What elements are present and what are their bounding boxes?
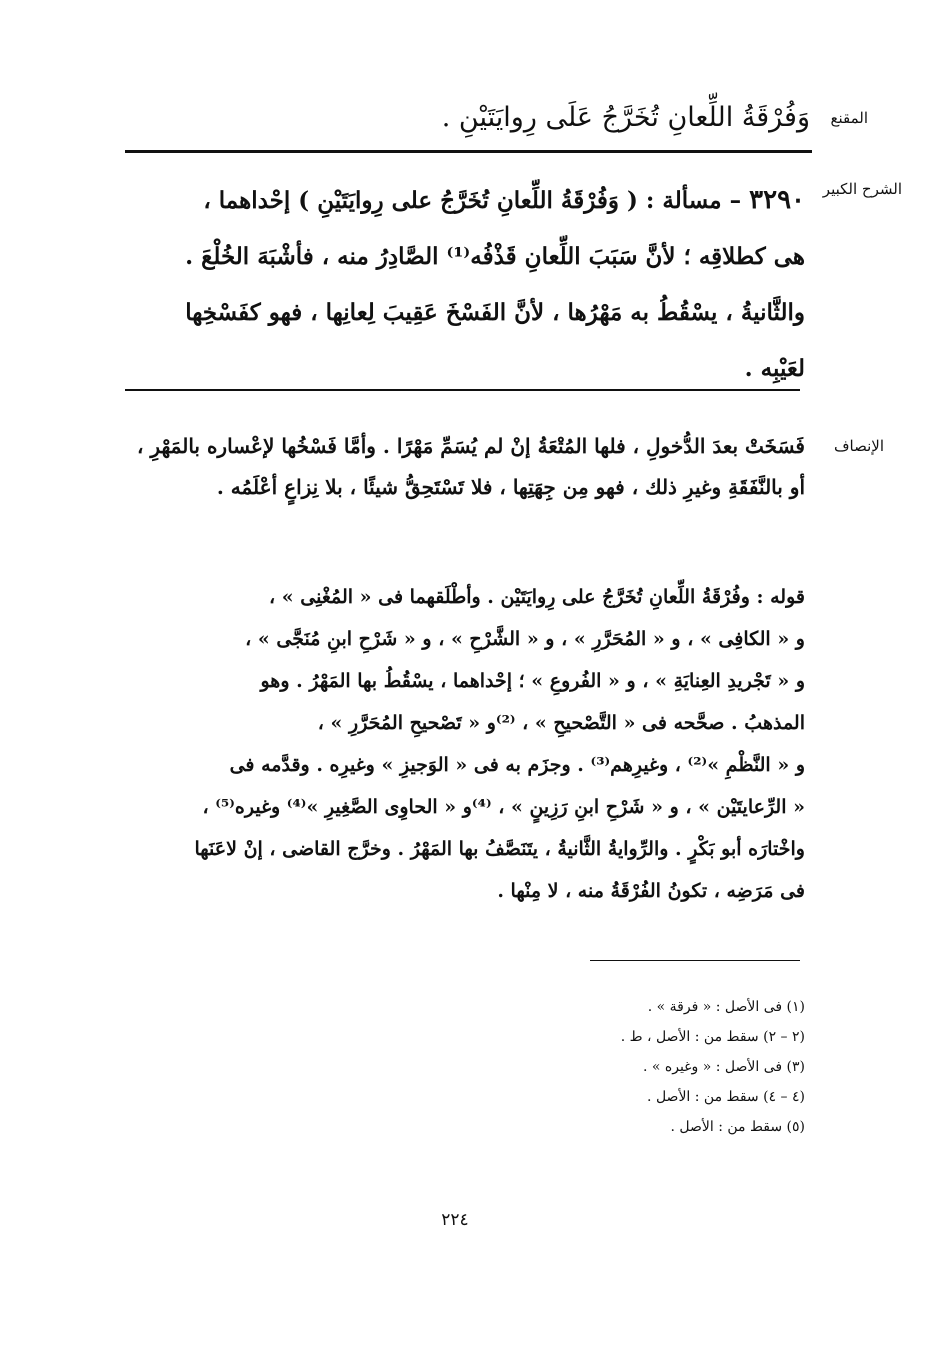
sharh-section-label: الشرح الكبير [822, 180, 902, 198]
insaf-line-1: فَسَخَتْ بعدَ الدُّخولِ ، فلها المُتْعَةُ إنْ لم يُسَمِّ مَهْرًا . وأمَّا فَسْخُها لإعْساره بالمَهْرِ ، [137, 434, 805, 458]
footnote-3: (٣) فى الأصل : « وغيره » . [642, 1059, 805, 1075]
sharh-line-4: لعَيْبِه . [744, 355, 805, 382]
qawl-line-8: فى مَرَضِه ، تكونُ الفُرْقَةُ منه ، لا مِنْها . [497, 880, 805, 902]
issue-number: ٣٢٩٠ [749, 185, 805, 215]
sharh-paragraph [125, 172, 805, 397]
sharh-line-1 [125, 172, 805, 229]
footnote-1: (١) فى الأصل : « فرقة » . [647, 999, 805, 1015]
qawl-line-2: و « الكافِى » ، و « المُحَرَّرِ » ، و « الشَّرْحِ » ، و « شَرْحِ ابنِ مُنَجَّى » ، [245, 628, 805, 650]
qawl-line-3: و « تَجْريدِ العِنايَةِ » ، و « الفُروعِ » ؛ إحْداهما ، يسْقُطُ بها المَهْرُ . وهو [260, 670, 805, 692]
section-divider [125, 389, 800, 391]
qawl-paragraph [125, 576, 805, 912]
qawl-line-4: المذهبُ . صحَّحه فى « التَّصْحيحِ » ، ⁽²⁾و « تَصْحيحِ المُحَرَّرِ » ، [317, 712, 805, 734]
footnotes [400, 992, 805, 1142]
sharh-line-2: هى كطلاقِه ؛ لأنَّ سَبَبَ اللِّعانِ قَذْفُه⁽¹⁾ الصَّادِرُ منه ، فأشْبَهَ الخُلْعَ . [185, 243, 805, 270]
qawl-line-7: واخْتارَه أبو بَكْرٍ . والرِّوايةُ الثَّانيةُ ، يتَنَصَّفُ بها المَهْرُ . وخرَّج القاضى ، إنْ لاعَنَها [194, 838, 805, 860]
page-number: ٢٢٤ [441, 1210, 469, 1230]
insaf-section-label: الإنصاف [833, 437, 884, 455]
sharh-line-3: والثَّانيةُ ، يسْقُطُ به مَهْرُها ، لأنَّ الفَسْخَ عَقِيبَ لِعانِها ، فهو كفَسْخِها [185, 299, 805, 326]
footnote-2: (٢ – ٢) سقط من : الأصل ، ط . [620, 1029, 805, 1045]
insaf-line-2: أو بالنَّفَقَةِ وغيرِ ذلك ، فهو مِن جِهَتِها ، فلا تَسْتَحِقُّ شيئًا ، بلا نِزاعٍ أعْلَمُه . [216, 475, 805, 499]
footnote-4: (٤ – ٤) سقط من : الأصل . [647, 1089, 805, 1105]
insaf-paragraph [125, 426, 805, 508]
muqni-text: وَفُرْقَةُ اللِّعانِ تُخَرَّجُ عَلَى رِوايَتَيْنِ . [441, 102, 810, 133]
muqni-section-label: المقنع [830, 109, 868, 127]
header-divider [125, 150, 812, 153]
qawl-line-5: و « النَّظْمِ »⁽²⁾ ، وغيرِهم⁽³⁾ . وجزَم به فى « الوَجيزِ » وغيرِه . وقدَّمه فى [229, 754, 805, 776]
footnote-divider [590, 960, 800, 961]
footnote-5: (٥) سقط من : الأصل . [670, 1119, 805, 1135]
qawl-line-6: « الرِّعايتَيْن » ، و « شَرْحِ ابنِ رَزِينٍ » ، ⁽⁴⁾و « الحاوِى الصَّغِيرِ »⁽⁴⁾ وغيره⁽⁵⁾ ، [202, 796, 805, 818]
sharh-line-1-text: – مسألة : ( وَفُرْقَةُ اللِّعانِ تُخَرَّجُ على رِوايَتَيْنِ ) إحْداهما ، [203, 187, 742, 214]
qawl-line-1: قوله : وفُرْقَةُ اللِّعانِ تُخَرَّجُ على رِوايَتَيْن . وأطْلَقهما فى « المُغْنِى » ، [269, 586, 805, 608]
